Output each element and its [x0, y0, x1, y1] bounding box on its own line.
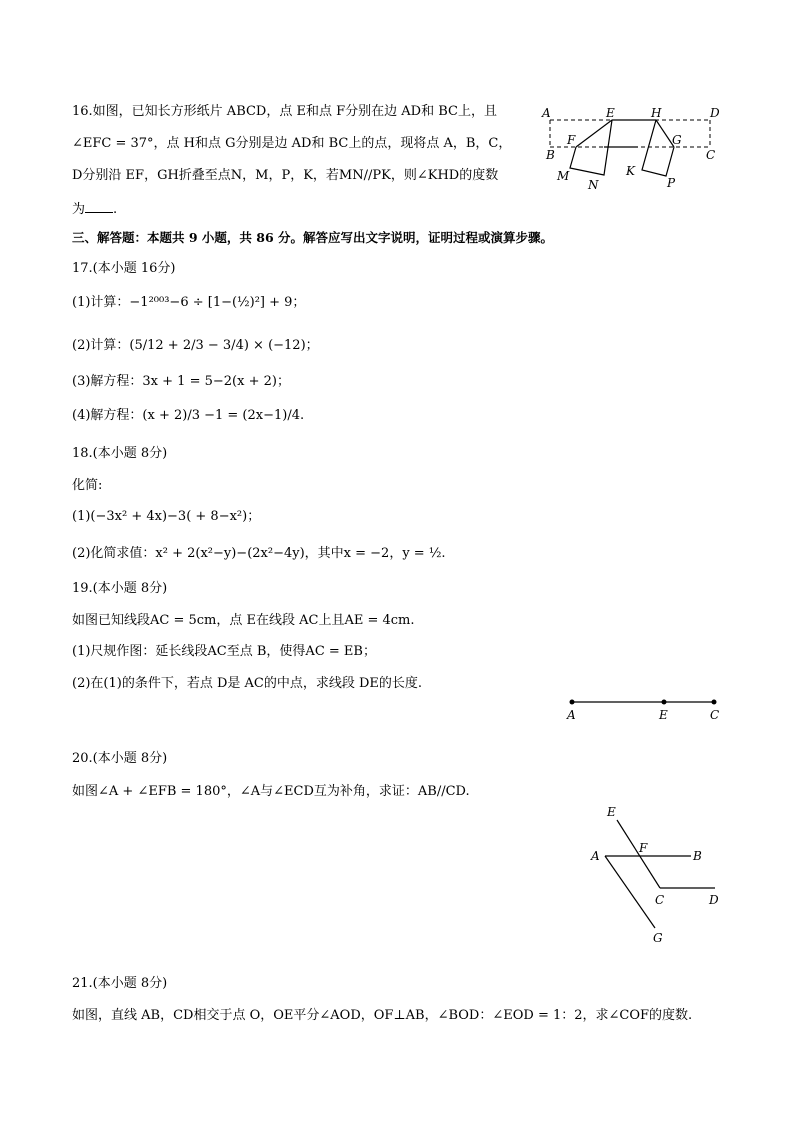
- point-a: [570, 700, 575, 705]
- label-E: E: [659, 708, 668, 722]
- q17-part4: (4)解方程：(x + 2)/3 −1 = (2x−1)/4.: [72, 408, 305, 423]
- q18-part2: (2)化简求值：x² + 2(x²−y)−(2x²−4y)，其中x = −2，y = ½.: [72, 546, 446, 561]
- label-F: F: [567, 133, 576, 147]
- label-G: G: [653, 931, 663, 945]
- label-E: E: [607, 805, 616, 819]
- point-c: [712, 700, 717, 705]
- q20-parallel-figure: [585, 800, 735, 948]
- label-N: N: [588, 178, 599, 192]
- ef-fold-line: [576, 120, 612, 147]
- q21-intro: 如图，直线 AB，CD相交于点 O，OE平分∠AOD，OF⊥AB，∠BOD：∠EOD = 1：2，求∠COF的度数.: [72, 1008, 693, 1023]
- q16-line4: 为 .: [72, 198, 117, 220]
- label-P: P: [667, 176, 676, 190]
- q16-line2: ∠EFC = 37°，点 H和点 G分别是边 AD和 BC上的点，现将点 A，B，C，: [72, 136, 512, 151]
- q18-part1: (1)(−3x² + 4x)−3( + 8−x²)；: [72, 509, 261, 524]
- q19-part2: (2)在(1)的条件下，若点 D是 AC的中点，求线段 DE的长度.: [72, 676, 423, 691]
- label-C: C: [655, 893, 665, 907]
- q16-line4-text: 为: [72, 202, 86, 217]
- label-C: C: [710, 708, 720, 722]
- q16-line1: 16.如图，已知长方形纸片 ABCD，点 E和点 F分别在边 AD和 BC上，且: [72, 104, 497, 119]
- label-D: D: [709, 893, 719, 907]
- q20-intro: 如图∠A + ∠EFB = 180°，∠A与∠ECD互为补角，求证：AB//CD.: [72, 784, 470, 799]
- q18-intro: 化简:: [72, 478, 103, 493]
- q19-segment-figure: [560, 692, 730, 724]
- label-G: G: [672, 133, 682, 147]
- label-A: A: [567, 708, 576, 722]
- label-B: B: [546, 148, 555, 162]
- q16-fold-figure: [538, 100, 728, 195]
- label-B: B: [693, 849, 702, 863]
- label-F: F: [639, 841, 648, 855]
- q19-intro: 如图已知线段AC = 5cm，点 E在线段 AC上且AE = 4cm.: [72, 613, 415, 628]
- section-heading: 三、解答题：本题共 9 小题，共 86 分。解答应写出文字说明，证明过程或演算步骤。: [72, 230, 554, 245]
- q18-title: 18.(本小题 8分): [72, 446, 168, 461]
- q17-part3: (3)解方程：3x + 1 = 5−2(x + 2)；: [72, 374, 290, 389]
- q17-part1: (1)计算：−1²⁰⁰³−6 ÷ [1−(½)²] + 9；: [72, 295, 306, 310]
- point-e: [662, 700, 667, 705]
- label-H: H: [651, 106, 662, 120]
- label-M: M: [557, 169, 570, 183]
- q17-title: 17.(本小题 16分): [72, 261, 176, 276]
- q21-title: 21.(本小题 8分): [72, 976, 168, 991]
- right-folded-flap: [642, 120, 674, 176]
- answer-blank: [85, 198, 113, 213]
- label-K: K: [626, 164, 635, 178]
- q20-title: 20.(本小题 8分): [72, 751, 168, 766]
- q17-part2: (2)计算：(5/12 + 2/3 − 3/4) × (−12)；: [72, 338, 319, 353]
- q16-line3: D分别沿 EF，GH折叠至点N，M，P，K，若MN//PK，则∠KHD的度数: [72, 168, 499, 183]
- label-A: A: [542, 106, 551, 120]
- q19-part1: (1)尺规作图：延长线段AC至点 B，使得AC = EB；: [72, 644, 376, 659]
- label-A: A: [591, 849, 600, 863]
- q19-title: 19.(本小题 8分): [72, 581, 168, 596]
- label-C: C: [706, 148, 716, 162]
- label-D: D: [710, 106, 720, 120]
- line-ag: [605, 856, 655, 928]
- label-E: E: [606, 106, 615, 120]
